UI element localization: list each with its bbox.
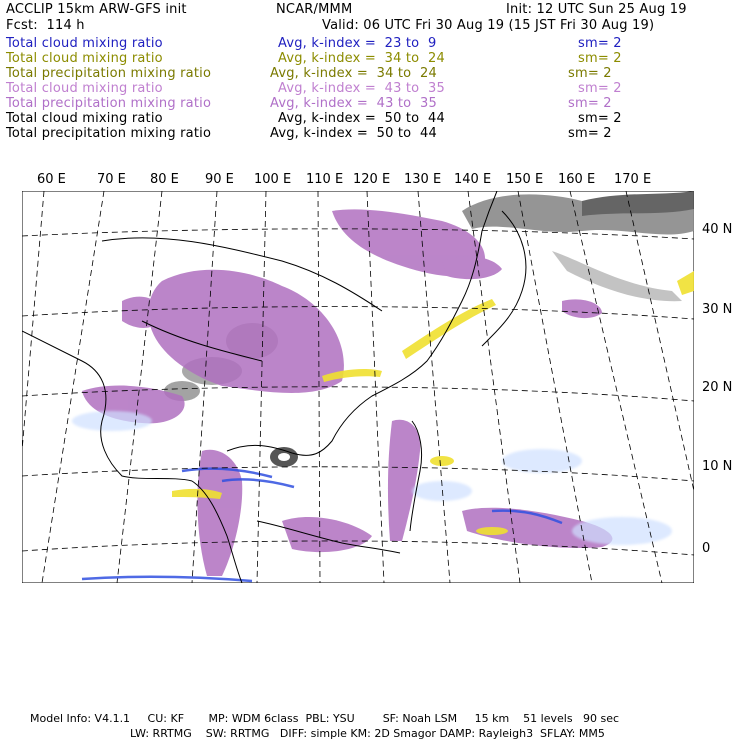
model-info-line2: LW: RRTMG SW: RRTMG DIFF: simple KM: 2D Smagor DAMP: Rayleigh3 SFLAY: MM5 bbox=[130, 727, 605, 740]
lat-label: 40 N bbox=[702, 222, 733, 237]
lon-label: 110 E bbox=[306, 172, 344, 187]
lon-label: 60 E bbox=[37, 172, 66, 187]
lon-label: 90 E bbox=[205, 172, 234, 187]
lon-label: 130 E bbox=[404, 172, 442, 187]
lon-label: 140 E bbox=[454, 172, 492, 187]
legend-smoothing: sm= 2 bbox=[568, 126, 612, 141]
lat-label: 20 N bbox=[702, 380, 733, 395]
legend-stats: Avg, k-index = 43 to 35 bbox=[270, 96, 437, 111]
legend-smoothing: sm= 2 bbox=[578, 111, 622, 126]
legend-field: Total cloud mixing ratio bbox=[6, 111, 163, 126]
lon-label: 120 E bbox=[353, 172, 391, 187]
legend-smoothing: sm= 2 bbox=[568, 96, 612, 111]
lat-label: 30 N bbox=[702, 302, 733, 317]
lon-label: 100 E bbox=[254, 172, 292, 187]
lat-label: 10 N bbox=[702, 459, 733, 474]
legend-field: Total cloud mixing ratio bbox=[6, 51, 163, 66]
valid-time: Valid: 06 UTC Fri 30 Aug 19 (15 JST Fri 30 Aug 19) bbox=[322, 18, 655, 33]
legend-smoothing: sm= 2 bbox=[578, 36, 622, 51]
forecast-hour: Fcst: 114 h bbox=[6, 18, 85, 33]
lat-label: 0 bbox=[702, 541, 711, 556]
model-info-line1: Model Info: V4.1.1 CU: KF MP: WDM 6class PBL: YSU SF: Noah LSM 15 km 51 levels 90 sec bbox=[30, 712, 620, 725]
legend-stats: Avg, k-index = 43 to 35 bbox=[278, 81, 445, 96]
legend-smoothing: sm= 2 bbox=[568, 66, 612, 81]
legend-field: Total precipitation mixing ratio bbox=[6, 66, 212, 81]
init-time: Init: 12 UTC Sun 25 Aug 19 bbox=[506, 2, 687, 17]
lon-label: 150 E bbox=[506, 172, 544, 187]
legend-stats: Avg, k-index = 34 to 24 bbox=[270, 66, 437, 81]
center-label: NCAR/MMM bbox=[276, 2, 353, 17]
legend-field: Total cloud mixing ratio bbox=[6, 81, 163, 96]
lon-label: 70 E bbox=[97, 172, 126, 187]
model-title: ACCLIP 15km ARW-GFS init bbox=[6, 2, 187, 17]
legend-stats: Avg, k-index = 50 to 44 bbox=[270, 126, 437, 141]
lon-label: 170 E bbox=[614, 172, 652, 187]
forecast-map bbox=[22, 191, 694, 583]
lon-label: 160 E bbox=[558, 172, 596, 187]
legend-field: Total precipitation mixing ratio bbox=[6, 126, 212, 141]
legend-smoothing: sm= 2 bbox=[578, 81, 622, 96]
legend-field: Total precipitation mixing ratio bbox=[6, 96, 212, 111]
legend-field: Total cloud mixing ratio bbox=[6, 36, 163, 51]
legend-stats: Avg, k-index = 50 to 44 bbox=[278, 111, 445, 126]
legend-smoothing: sm= 2 bbox=[578, 51, 622, 66]
legend-stats: Avg, k-index = 34 to 24 bbox=[278, 51, 445, 66]
legend-stats: Avg, k-index = 23 to 9 bbox=[278, 36, 437, 51]
lon-label: 80 E bbox=[150, 172, 179, 187]
